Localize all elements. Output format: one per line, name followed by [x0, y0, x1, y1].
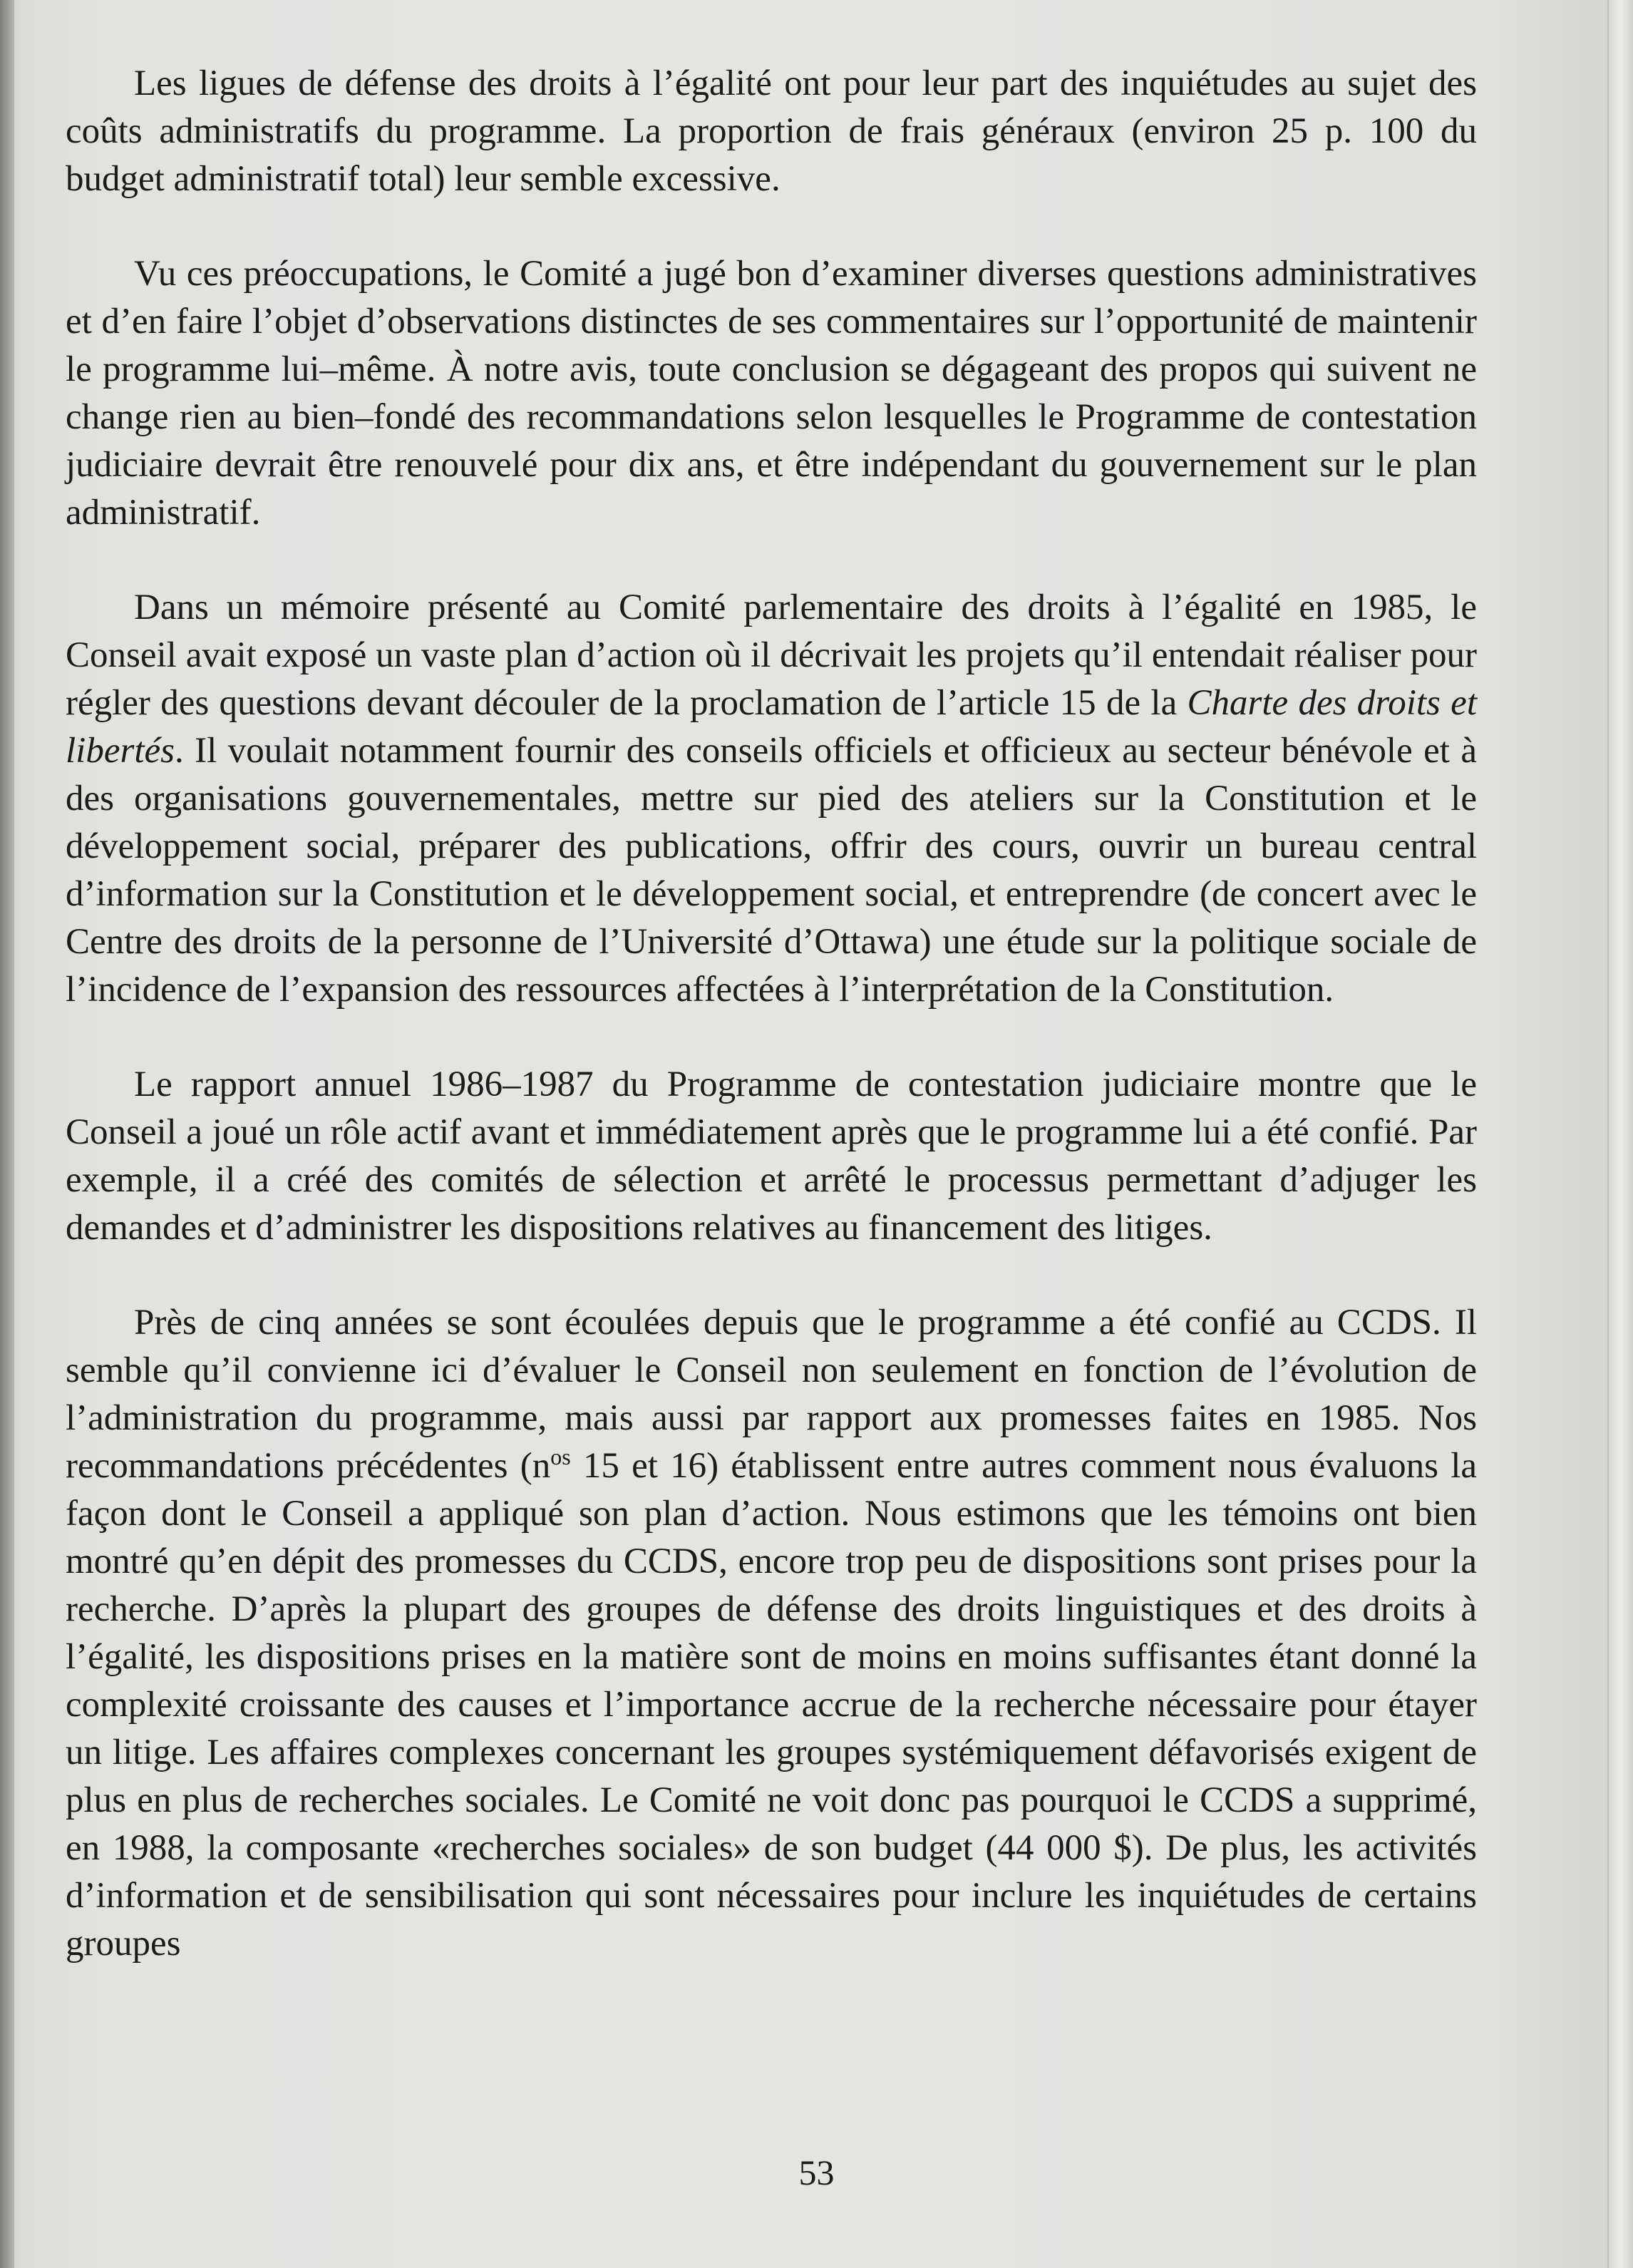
paragraph-text: Près de cinq années se sont écoulées depuis que le programme a été confié au CCDS. Il semble qu’il convienne ici d’évaluer le Conseil non seulement en fonction de l’évolution de l’administration du programme, mais aussi par rapport aux promesses faites en 1985. Nos recommandations précédentes (n: [66, 1303, 1477, 1486]
charter-title: Charte des droits et libertés: [66, 683, 1477, 771]
paragraph-text: Vu ces préoccupations, le Comité a jugé bon d’examiner diverses questions administratives et d’en faire l’objet d’observations distinctes de ses commentaires sur l’opportunité de maintenir le programme lui–même. À notre avis, toute conclusion se dégageant des propos qui suivent ne change rien au bien–fondé des recommandations selon lesquelles le Programme de contestation judiciaire devrait être renouvelé pour dix ans, et être indépendant du gouvernement sur le plan administratif.: [66, 254, 1477, 533]
paragraph-text: Dans un mémoire présenté au Comité parlementaire des droits à l’égalité en 1985, le Conseil avait exposé un vaste plan d’action où il décrivait les projets qu’il entendait réaliser pour régler des questions devant découler de la proclamation de l’article 15 de la: [66, 587, 1477, 723]
paragraph-text: Les ligues de défense des droits à l’égalité ont pour leur part des inquiétudes au sujet des coûts administratifs du programme. La proportion de frais généraux (environ 25 p. 100 du budget administratif total) leur semble excessive.: [66, 63, 1477, 199]
paragraph-5: [66, 1299, 1477, 1968]
body-text: [66, 60, 1477, 1968]
paragraph-3: [66, 584, 1477, 1014]
paragraph-1: [66, 60, 1477, 203]
numero-superscript: os: [550, 1444, 571, 1469]
paragraph-2: [66, 250, 1477, 537]
paragraph-4: [66, 1061, 1477, 1252]
paragraph-text: . Il voulait notamment fournir des conseils officiels et officieux au secteur bénévole et à des organisations gouvernementales, mettre sur pied des ateliers sur la Constitution et le développement social, préparer des publications, offrir des cours, ouvrir un bureau central d’information sur la Constitution et le développement social, et entreprendre (de concert avec le Centre des droits de la personne de l’Université d’Ottawa) une étude sur la politique sociale de l’incidence de l’expansion des ressources affectées à l’interprétation de la Constitution.: [66, 731, 1477, 1010]
page-edge: [1607, 0, 1633, 2268]
paragraph-text: Le rapport annuel 1986–1987 du Programme de contestation judiciaire montre que le Conseil a joué un rôle actif avant et immédiatement après que le programme lui a été confié. Par exemple, il a créé des comités de sélection et arrêté le processus permettant d’adjuger les demandes et d’administrer les dispositions relatives au financement des litiges.: [66, 1064, 1477, 1248]
paragraph-text: 15 et 16) établissent entre autres comment nous évaluons la façon dont le Conseil a appliqué son plan d’action. Nous estimons que les témoins ont bien montré qu’en dépit des promesses du CCDS, encore trop peu de dispositions sont prises pour la recherche. D’après la plupart des groupes de défense des droits linguistiques et des droits à l’égalité, les dispositions prises en la matière sont de moins en moins suffisantes étant donné la complexité croissante des causes et l’importance accrue de la recherche nécessaire pour étayer un litige. Les affaires complexes concernant les groupes systémiquement défavorisés exigent de plus en plus de recherches sociales. Le Comité ne voit donc pas pourquoi le CCDS a supprimé, en 1988, la composante «recherches sociales» de son budget (44 000 $). De plus, les activités d’information et de sensibilisation qui sont nécessaires pour inclure les inquiétudes de certains groupes: [66, 1446, 1478, 1964]
page-number: 53: [798, 2152, 835, 2192]
binding-shadow: [0, 0, 14, 2268]
